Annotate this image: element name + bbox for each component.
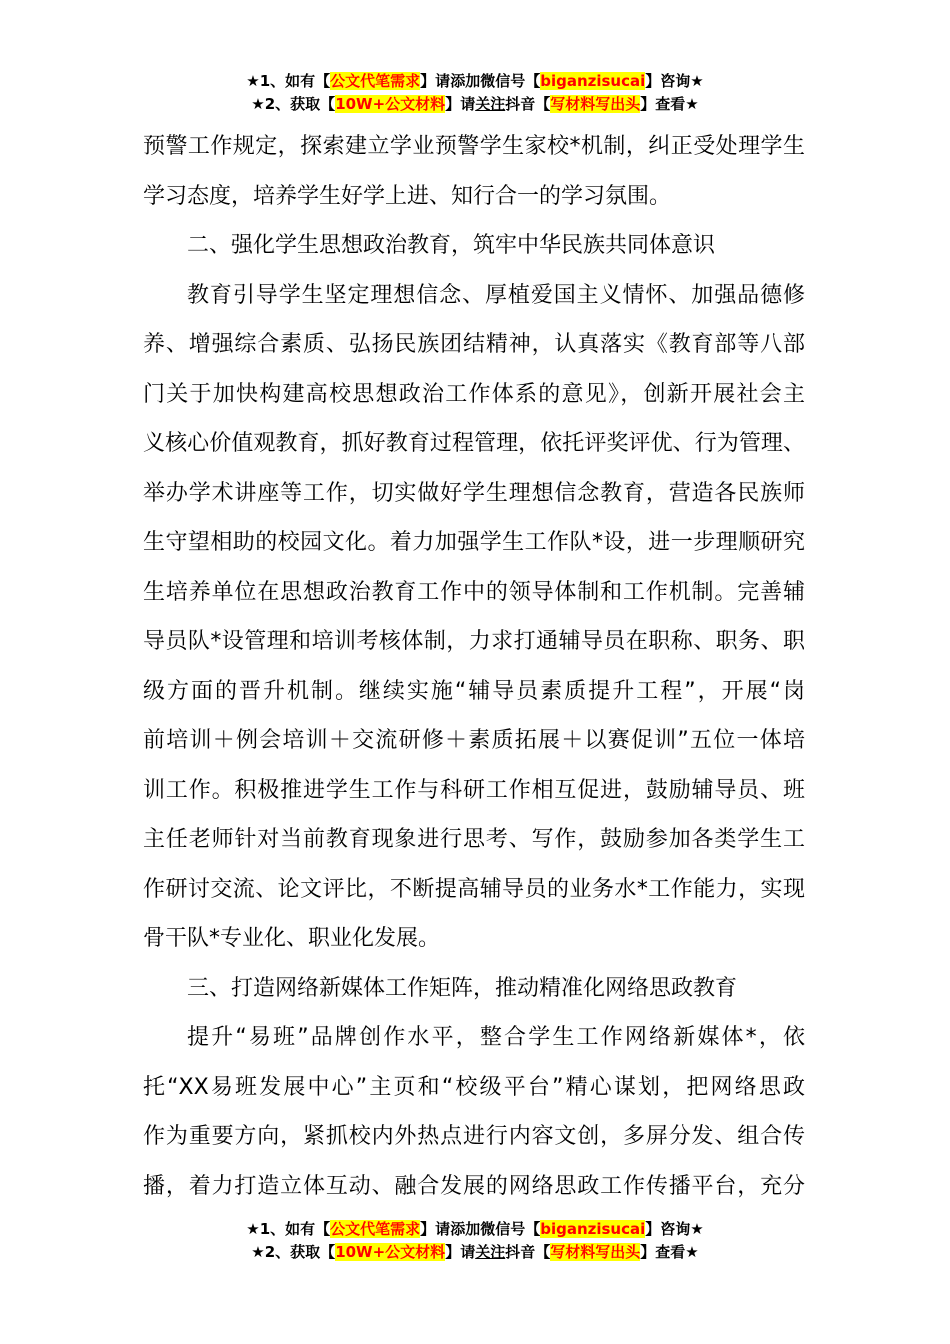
text-line: 门关于加快构建高校思想政治工作体系的意见》，创新开展社会主 [143, 381, 805, 407]
text-line: 举办学术讲座等工作，切实做好学生理想信念教育，营造各民族师 [143, 480, 805, 506]
banner-text: 】咨询★ [645, 1220, 704, 1238]
banner-text: 】查看★ [640, 95, 699, 113]
banner-highlight: 公文代笔需求 [330, 72, 421, 90]
banner-text: 微信号【 [480, 72, 541, 90]
text-line: 养、增强综合素质、弘扬民族团结精神，认真落实《教育部等八部 [143, 332, 805, 357]
banner-highlight: 10W+公文材料 [335, 95, 446, 113]
banner-line-1 [0, 1218, 950, 1241]
banner-text: 】请 [445, 1243, 476, 1261]
text-line: 级方面的晋升机制。继续实施“辅导员素质提升工程”，开展“岗 [143, 678, 805, 704]
banner-line-2 [0, 93, 950, 116]
banner-text: ★2、获取【 [251, 1243, 336, 1261]
header-banner [0, 70, 950, 116]
banner-highlight: biganzisucai [540, 72, 646, 90]
banner-text: 微信号【 [480, 1220, 541, 1238]
banner-text: 抖音【 [505, 1243, 551, 1261]
text-line: 前培训＋例会培训＋交流研修＋素质拓展＋以赛促训”五位一体培 [143, 728, 805, 753]
text-line: 播，着力打造立体互动、融合发展的网络思政工作传播平台，充分 [143, 1173, 805, 1199]
body-paragraph [143, 1013, 805, 1211]
text-line: 三、打造网络新媒体工作矩阵，推动精准化网络思政教育 [187, 975, 738, 1001]
banner-highlight: 写材料写出头 [550, 95, 641, 113]
text-line: 提升“易班”品牌创作水平，整合学生工作网络新媒体*，依 [187, 1025, 805, 1050]
text-line: 生培养单位在思想政治教育工作中的领导体制和工作机制。完善辅 [143, 579, 805, 605]
text-line: 二、强化学生思想政治教育，筑牢中华民族共同体意识 [187, 233, 716, 258]
text-line: 预警工作规定，探索建立学业预警学生家校*机制，纠正受处理学生 [143, 134, 805, 159]
text-line: 骨干队*专业化、职业化发展。 [143, 926, 441, 951]
banner-text: 】请 [420, 1220, 451, 1238]
text-line: 义核心价值观教育，抓好教育过程管理，依托评奖评优、行为管理、 [143, 431, 805, 456]
section-heading [143, 964, 805, 1014]
text-line: 导员队*设管理和培训考核体制，力求打通辅导员在职称、职务、职 [143, 629, 805, 654]
section-heading [143, 221, 805, 271]
banner-text: 】查看★ [640, 1243, 699, 1261]
body-paragraph [143, 271, 805, 964]
text-line: 作研讨交流、论文评比，不断提高辅导员的业务水*工作能力，实现 [143, 876, 805, 902]
text-line: 教育引导学生坚定理想信念、厚植爱国主义情怀、加强品德修 [187, 282, 805, 308]
banner-highlight: 写材料写出头 [550, 1243, 641, 1261]
banner-emphasis: 添加 [450, 72, 481, 90]
banner-line-1 [0, 70, 950, 93]
text-line: 主任老师针对当前教育现象进行思考、写作，鼓励参加各类学生工 [143, 827, 805, 852]
banner-emphasis: 关注 [475, 1243, 506, 1261]
banner-text: ★1、如有【 [246, 1220, 331, 1238]
banner-emphasis: 添加 [450, 1220, 481, 1238]
banner-highlight: 公文代笔需求 [330, 1220, 421, 1238]
banner-text: 抖音【 [505, 95, 551, 113]
banner-highlight: biganzisucai [540, 1220, 646, 1238]
banner-highlight: 10W+公文材料 [335, 1243, 446, 1261]
text-line: 生守望相助的校园文化。着力加强学生工作队*设，进一步理顺研究 [143, 530, 805, 555]
banner-text: 】咨询★ [645, 72, 704, 90]
banner-text: 】请 [420, 72, 451, 90]
text-line: 学习态度，培养学生好学上进、知行合一的学习氛围。 [143, 183, 672, 209]
banner-emphasis: 关注 [475, 95, 506, 113]
document-body [143, 122, 805, 1211]
text-line: 作为重要方向，紧抓校内外热点进行内容文创，多屏分发、组合传 [143, 1124, 805, 1149]
banner-line-2 [0, 1241, 950, 1264]
banner-text: ★1、如有【 [246, 72, 331, 90]
text-line: 托“XX易班发展中心”主页和“校级平台”精心谋划，把网络思政 [143, 1074, 805, 1100]
banner-text: 】请 [445, 95, 476, 113]
banner-text: ★2、获取【 [251, 95, 336, 113]
body-paragraph [143, 122, 805, 221]
text-line: 训工作。积极推进学生工作与科研工作相互促进，鼓励辅导员、班 [143, 777, 805, 803]
footer-banner [0, 1218, 950, 1264]
